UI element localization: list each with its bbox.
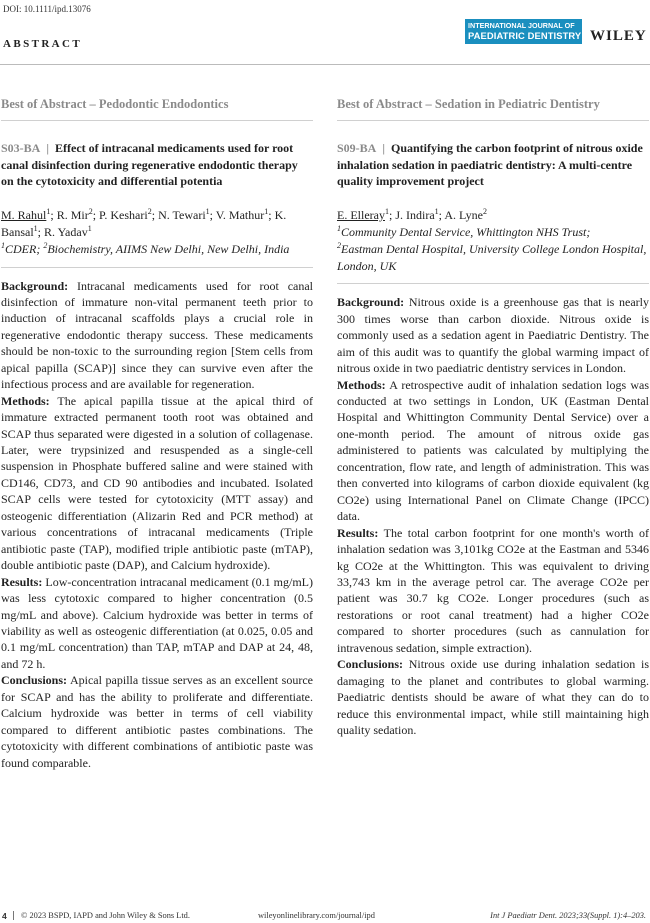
author-list: M. Rahul$^1$; R. Mir$^2$; P. Keshari$^2$; N. Tewari$^1$; V. Mathur$^1$; K. Bansal$^1$; R. Yadav$^1$ $^1$CDER; $^2$Biochemistry, AIIMS New Delhi, New Delhi, India bbox=[1, 207, 290, 256]
paragraph-results bbox=[337, 525, 649, 657]
doi: DOI: 10.1111/ipd.13076 bbox=[3, 4, 91, 14]
abstract-title: Quantifying the carbon footprint of nitrous oxide inhalation sedation in paediatric dentistry: A multi-centre quality improvement project bbox=[337, 141, 643, 189]
abstract-body bbox=[337, 294, 649, 738]
paragraph-conclusions bbox=[337, 656, 649, 738]
paragraph-results bbox=[1, 574, 313, 673]
divider bbox=[1, 267, 313, 268]
abstract-left bbox=[1, 97, 313, 771]
affil-text: Biochemistry, AIIMS New Delhi, New Delhi, India bbox=[47, 241, 290, 256]
affil-sup: 2 bbox=[43, 240, 48, 250]
abstract-body bbox=[1, 278, 313, 772]
author-sup: 1 bbox=[384, 207, 389, 217]
paragraph-label: Results: bbox=[1, 574, 43, 589]
journal-url[interactable]: wileyonlinelibrary.com/journal/ipd bbox=[258, 911, 375, 920]
author-list: E. Elleray$^1$; J. Indira$^1$; A. Lyne$^2$ $^1$Community Dental Service, Whittington NHS Trust; $^2$Eastman Dental Hospital, University College London Hospital, London, UK bbox=[337, 207, 647, 273]
paragraph-text: Nitrous oxide use during inhalation sedation is damaging to the planet and contributes to global warming. Paediatric dentists should be aware of what they can do to reduce this environmental impact, while still maintaining high quality sedation. bbox=[337, 657, 650, 738]
paragraph-text: A retrospective audit of inhalation sedation logs was conducted at two settings in London, UK (Eastman Dental Hospital and Whittington Community Dental Service) over a one-month period. The amount of nitrous oxide gas administered to patients was calculated by multiplying the concentration, flow rate, and length of administration. This was then converted into kilograms of carbon dioxide equivalent (kg CO2e) using International Panel on Climate Change (IPCC) data. bbox=[337, 377, 649, 524]
paragraph-label: Conclusions: bbox=[1, 673, 68, 688]
abstract-code: S09-BA bbox=[337, 141, 377, 155]
paragraph-label: Background: bbox=[337, 295, 405, 310]
author-sup: 2 bbox=[88, 207, 93, 217]
journal-logo[interactable] bbox=[465, 19, 582, 44]
author-name: J. Indira bbox=[395, 208, 435, 223]
abstract-right bbox=[337, 97, 649, 739]
affiliation bbox=[1, 242, 289, 256]
paragraph-text: Low-concentration intracanal medicament (0.1 mg/mL) was less cytotoxic compared to higher concentration (0.5 mg/mL and above). Calcium hydroxide was better in terms of viability as well as osteogenic differentiation (at 0.025, 0.05 and 0.1 mg/mL concentration) than TAP, mTAP and DAP at 24, 48, and 72 h. bbox=[1, 574, 314, 671]
author-sup: 1 bbox=[46, 207, 51, 217]
author-sup: 1 bbox=[264, 207, 269, 217]
affiliation bbox=[337, 242, 646, 273]
paragraph-background bbox=[1, 278, 313, 393]
paragraph-text: The total carbon footprint for one month's worth of inhalation sedation was 3,101kg CO2e at the Eastman and 5346 kg CO2e at the Whittington. This was equivalent to driving 33,743 km in the average petrol car. The average CO2e per patient was 30.7 kg CO2e. Longer procedures (such as restorations or root canal treatment) had a higher CO2e compared to shorter procedures (such as cannulation for intravenous sedation, simple extraction). bbox=[337, 525, 649, 655]
abstract-code: S03-BA bbox=[1, 141, 41, 155]
copyright: © 2023 BSPD, IAPD and John Wiley & Sons Ltd. bbox=[13, 911, 190, 920]
author-sup: 2 bbox=[483, 207, 487, 217]
abstract-title-block bbox=[337, 140, 649, 190]
affiliation bbox=[337, 225, 590, 239]
affil-sup: 1 bbox=[1, 240, 5, 250]
divider bbox=[1, 120, 313, 121]
author-name: P. Keshari bbox=[99, 208, 148, 223]
abstract-title: Effect of intracanal medicaments used for root canal disinfection during regenerative endodontic therapy on the cytotoxicity and differential potentia bbox=[1, 141, 298, 189]
author-sup: 1 bbox=[205, 207, 210, 217]
paragraph-text: The apical papilla tissue at the apical third of immature extracted permanent tooth root was obtained and SCAP thus separated were digested in a solution of collagenase. Later, were trypsinized and resuspended as a single-cell suspension in Phosphate buffered saline and were stained with CD146, CD73, and CD 90 antibodies and incubated. Isolated SCAP cells were tested for cytotoxicity (MTT assay) and osteogenic differentiation (Alizarin Red and PCR method) at various concentrations of intracanal medicaments (Triple antibiotic paste (TAP), modified triple antibiotic paste (mTAP), double antibiotic paste (DAP), and Calcium hydroxide). bbox=[1, 393, 313, 573]
author-name: R. Mir bbox=[56, 208, 89, 223]
journal-logo-line2: PAEDIATRIC DENTISTRY bbox=[468, 30, 582, 42]
author-sup: 2 bbox=[147, 207, 152, 217]
title-separator: | bbox=[382, 141, 385, 155]
paragraph-label: Background: bbox=[1, 278, 69, 293]
author-name: N. Tewari bbox=[158, 208, 206, 223]
paragraph-background bbox=[337, 294, 649, 376]
title-separator: | bbox=[46, 141, 49, 155]
page-number: 4 bbox=[2, 911, 7, 921]
author-sup: 1 bbox=[87, 223, 92, 233]
publisher-logo[interactable]: WILEY bbox=[590, 28, 647, 44]
affil-text: Community Dental Service, Whittington NHS Trust; bbox=[341, 224, 591, 239]
divider bbox=[337, 283, 649, 284]
author-sup: 1 bbox=[33, 223, 38, 233]
section-heading: Best of Abstract – Sedation in Pediatric Dentistry bbox=[337, 97, 600, 111]
author-name[interactable]: M. Rahul bbox=[1, 208, 47, 223]
affil-text: CDER; bbox=[5, 241, 44, 256]
citation: Int J Paediatr Dent. 2023;33(Suppl. 1):4–203. bbox=[490, 911, 646, 920]
abstract-title-block bbox=[1, 140, 313, 190]
author-name[interactable]: E. Elleray bbox=[337, 208, 385, 223]
header-divider bbox=[0, 64, 650, 65]
journal-logo-line1: INTERNATIONAL JOURNAL OF bbox=[468, 21, 575, 30]
affil-text: Eastman Dental Hospital, University College London Hospital, London, UK bbox=[337, 241, 647, 273]
author-name: K. Bansal bbox=[1, 208, 287, 239]
section-heading: Best of Abstract – Pedodontic Endodontics bbox=[1, 97, 229, 111]
divider bbox=[337, 120, 649, 121]
author-name: R. Yadav bbox=[44, 224, 88, 239]
paragraph-label: Methods: bbox=[1, 393, 50, 408]
paragraph-methods bbox=[337, 377, 649, 525]
paragraph-text: Intracanal medicaments used for root canal disinfection of immature non-vital permanent teeth prior to induction of intracanal scaffolds plays a crucial role in regenerative endodontic therapy success. These medicaments should be non-toxic to the surrounding region [Stem cells from apical papilla (SCAP)] since they can survive even after the infectious process and are available for regeneration. bbox=[1, 278, 314, 392]
author-name: A. Lyne bbox=[444, 208, 483, 223]
paragraph-text: Nitrous oxide is a greenhouse gas that is nearly 300 times worse than carbon dioxide. Nitrous oxide is commonly used as a sedation agent in Paediatric Dentistry. The aim of this audit was to quantify the global warming impact of nitrous oxide in two paediatric dentistry services in London. bbox=[337, 295, 649, 376]
paragraph-methods bbox=[1, 393, 313, 574]
affil-sup: 1 bbox=[337, 223, 341, 233]
author-name: V. Mathur bbox=[215, 208, 265, 223]
paragraph-label: Conclusions: bbox=[337, 657, 404, 672]
paragraph-text: Apical papilla tissue serves as an excellent source for SCAP and has the ability to proliferate and differentiate. Calcium hydroxide was better in terms of cell viability compared to different antibiotic pastes combinations. The cytotoxicity with different combinations of antibiotic paste was found comparable. bbox=[1, 673, 313, 770]
paragraph-label: Results: bbox=[337, 525, 379, 540]
paragraph-label: Methods: bbox=[337, 377, 386, 392]
section-label: ABSTRACT bbox=[3, 38, 83, 50]
paragraph-conclusions bbox=[1, 672, 313, 771]
author-sup: 1 bbox=[434, 207, 439, 217]
affil-sup: 2 bbox=[337, 240, 341, 250]
